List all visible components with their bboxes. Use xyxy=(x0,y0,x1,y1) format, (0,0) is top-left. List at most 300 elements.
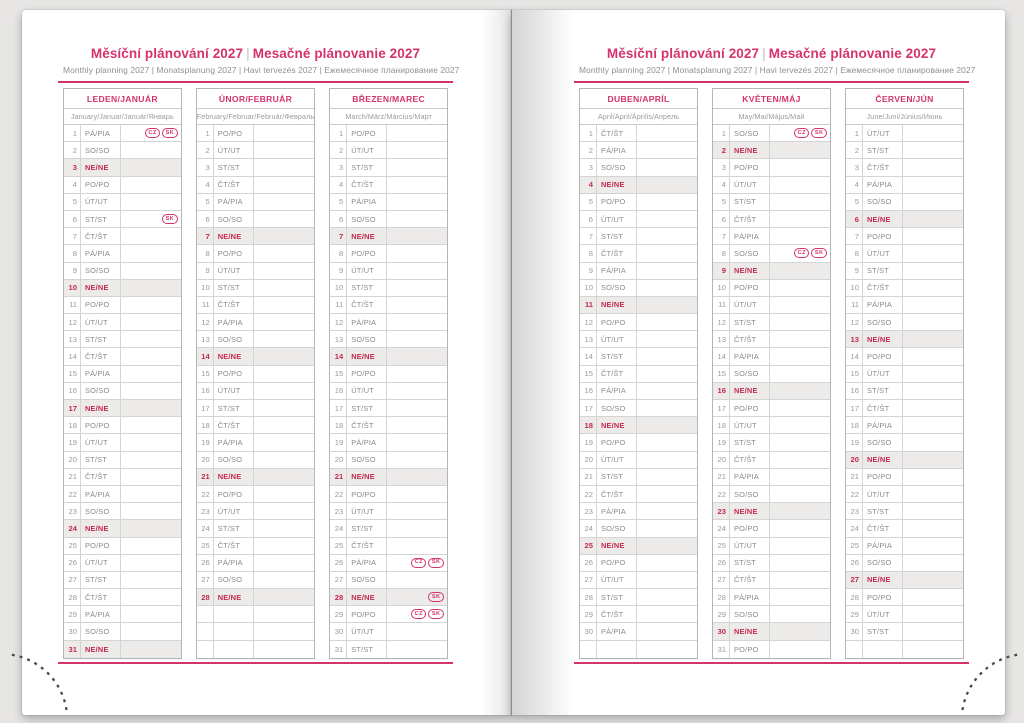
day-number xyxy=(846,641,863,658)
day-name: ČT/ŠT xyxy=(730,211,770,227)
day-row xyxy=(330,417,447,434)
day-name: PÁ/PIA xyxy=(730,348,770,364)
day-name: ST/ST xyxy=(863,142,903,158)
day-number: 15 xyxy=(846,366,863,382)
empty-row xyxy=(197,606,315,623)
day-row xyxy=(197,348,315,365)
day-row xyxy=(64,400,181,417)
notes-cell xyxy=(903,589,963,605)
day-name: ČT/ŠT xyxy=(214,297,254,313)
notes-cell xyxy=(770,572,830,588)
day-name: NE/NE xyxy=(347,589,387,605)
page-title-czech: Měsíční plánování 2027 xyxy=(90,46,244,61)
notes-cell xyxy=(121,142,181,158)
day-name: PO/PO xyxy=(863,469,903,485)
notes-cell xyxy=(387,159,447,175)
day-number: 13 xyxy=(197,331,214,347)
day-name xyxy=(214,606,254,622)
day-name: ČT/ŠT xyxy=(597,606,637,622)
day-name: SO/SO xyxy=(730,245,770,261)
notes-cell xyxy=(121,434,181,450)
notes-cell xyxy=(121,589,181,605)
day-name: NE/NE xyxy=(81,520,121,536)
notes-cell xyxy=(903,366,963,382)
notes-cell xyxy=(254,469,315,485)
day-row xyxy=(330,572,447,589)
day-number: 22 xyxy=(846,486,863,502)
day-row xyxy=(197,314,315,331)
notes-cell xyxy=(387,297,447,313)
day-name: SO/SO xyxy=(81,383,121,399)
day-number: 2 xyxy=(580,142,597,158)
notes-cell xyxy=(121,211,181,227)
day-number: 16 xyxy=(846,383,863,399)
day-number: 8 xyxy=(197,245,214,261)
day-row xyxy=(330,589,447,606)
day-row xyxy=(330,245,447,262)
day-row xyxy=(330,297,447,314)
day-row xyxy=(197,555,315,572)
day-name: PÁ/PIA xyxy=(214,194,254,210)
day-name: ÚT/UT xyxy=(214,383,254,399)
notes-cell xyxy=(770,125,830,141)
day-name: NE/NE xyxy=(81,280,121,296)
day-number: 28 xyxy=(580,589,597,605)
day-row xyxy=(580,606,697,623)
notes-cell xyxy=(121,159,181,175)
notes-cell xyxy=(637,572,697,588)
day-row xyxy=(197,280,315,297)
day-name: PO/PO xyxy=(730,520,770,536)
day-row xyxy=(197,159,315,176)
day-row xyxy=(330,142,447,159)
day-number: 9 xyxy=(197,263,214,279)
day-number: 25 xyxy=(330,538,347,554)
day-number: 3 xyxy=(713,159,730,175)
notes-cell xyxy=(254,348,315,364)
day-row xyxy=(580,503,697,520)
notes-cell xyxy=(770,434,830,450)
notes-cell xyxy=(637,400,697,416)
day-row xyxy=(64,555,181,572)
month-languages: March/März/Március/Март xyxy=(330,109,447,125)
day-name: PÁ/PIA xyxy=(863,297,903,313)
day-row xyxy=(580,348,697,365)
day-row xyxy=(330,555,447,572)
day-row xyxy=(330,125,447,142)
notes-cell xyxy=(637,366,697,382)
day-number: 28 xyxy=(64,589,81,605)
day-name: NE/NE xyxy=(863,572,903,588)
day-row xyxy=(330,211,447,228)
day-name: SO/SO xyxy=(214,452,254,468)
day-number: 12 xyxy=(197,314,214,330)
day-row xyxy=(64,194,181,211)
day-row xyxy=(330,606,447,623)
day-number: 7 xyxy=(64,228,81,244)
day-number: 19 xyxy=(846,434,863,450)
day-row xyxy=(713,263,830,280)
day-name: PO/PO xyxy=(347,606,387,622)
notes-cell xyxy=(903,297,963,313)
months-right xyxy=(579,88,964,659)
day-name: PO/PO xyxy=(81,297,121,313)
day-number: 21 xyxy=(197,469,214,485)
holiday-badge-cz: CZ xyxy=(411,609,426,619)
notes-cell xyxy=(387,606,447,622)
day-row xyxy=(846,142,963,159)
notes-cell xyxy=(903,245,963,261)
day-number: 28 xyxy=(846,589,863,605)
day-number: 10 xyxy=(846,280,863,296)
day-name: PO/PO xyxy=(214,366,254,382)
day-number: 18 xyxy=(197,417,214,433)
day-name: ČT/ŠT xyxy=(81,348,121,364)
empty-row xyxy=(580,641,697,658)
day-name: ČT/ŠT xyxy=(81,228,121,244)
day-number: 2 xyxy=(330,142,347,158)
day-name: PÁ/PIA xyxy=(597,263,637,279)
day-name: SO/SO xyxy=(597,159,637,175)
day-number: 11 xyxy=(580,297,597,313)
day-name: ST/ST xyxy=(347,400,387,416)
notes-cell xyxy=(254,538,315,554)
day-row xyxy=(580,589,697,606)
holiday-badge-sk: SK xyxy=(428,609,444,619)
day-number: 20 xyxy=(330,452,347,468)
day-name: ST/ST xyxy=(730,194,770,210)
notes-cell xyxy=(387,538,447,554)
day-row xyxy=(580,125,697,142)
day-row xyxy=(330,400,447,417)
notes-cell xyxy=(121,228,181,244)
day-number: 16 xyxy=(713,383,730,399)
day-name: ÚT/UT xyxy=(347,383,387,399)
day-row xyxy=(846,623,963,640)
day-row xyxy=(330,194,447,211)
day-row xyxy=(580,211,697,228)
day-number: 20 xyxy=(713,452,730,468)
day-name: ÚT/UT xyxy=(730,417,770,433)
holiday-badge-sk: SK xyxy=(162,214,178,224)
day-name: PÁ/PIA xyxy=(81,486,121,502)
page-left xyxy=(22,10,511,715)
day-name: SO/SO xyxy=(81,503,121,519)
notes-cell xyxy=(254,417,315,433)
notes-cell xyxy=(637,555,697,571)
day-name: PO/PO xyxy=(597,314,637,330)
day-row xyxy=(713,125,830,142)
day-number: 6 xyxy=(713,211,730,227)
day-number: 26 xyxy=(580,555,597,571)
day-number: 18 xyxy=(64,417,81,433)
day-number: 21 xyxy=(64,469,81,485)
day-number: 25 xyxy=(580,538,597,554)
day-row xyxy=(64,366,181,383)
notes-cell xyxy=(387,486,447,502)
day-row xyxy=(64,331,181,348)
day-number: 5 xyxy=(197,194,214,210)
day-name: ČT/ŠT xyxy=(347,297,387,313)
notes-cell xyxy=(903,623,963,639)
day-number: 25 xyxy=(713,538,730,554)
day-number xyxy=(580,641,597,658)
day-row xyxy=(64,417,181,434)
day-row xyxy=(713,177,830,194)
day-row xyxy=(197,589,315,606)
page-left-content xyxy=(63,10,460,664)
day-number: 28 xyxy=(330,589,347,605)
day-name: NE/NE xyxy=(347,228,387,244)
day-number: 15 xyxy=(713,366,730,382)
notes-cell xyxy=(254,572,315,588)
notes-cell xyxy=(254,400,315,416)
day-name: NE/NE xyxy=(597,297,637,313)
months-left xyxy=(63,88,448,659)
day-row xyxy=(713,366,830,383)
notes-cell xyxy=(770,503,830,519)
day-name: NE/NE xyxy=(863,331,903,347)
notes-cell xyxy=(770,623,830,639)
notes-cell xyxy=(637,348,697,364)
day-number: 12 xyxy=(64,314,81,330)
day-row xyxy=(580,314,697,331)
notes-cell xyxy=(903,606,963,622)
notes-cell xyxy=(903,228,963,244)
notes-cell xyxy=(121,417,181,433)
day-number: 15 xyxy=(197,366,214,382)
month-languages: April/April/Április/Апрель xyxy=(580,109,697,125)
notes-cell xyxy=(121,297,181,313)
day-name: PO/PO xyxy=(347,245,387,261)
day-row xyxy=(64,503,181,520)
notes-cell xyxy=(254,555,315,571)
day-name: ST/ST xyxy=(347,641,387,658)
day-number: 19 xyxy=(64,434,81,450)
notes-cell xyxy=(637,452,697,468)
day-row xyxy=(846,486,963,503)
day-row xyxy=(713,280,830,297)
notes-cell xyxy=(770,400,830,416)
day-number: 11 xyxy=(713,297,730,313)
page-right-content xyxy=(579,10,976,664)
day-number: 29 xyxy=(330,606,347,622)
notes-cell xyxy=(903,486,963,502)
day-row xyxy=(580,469,697,486)
day-row xyxy=(846,280,963,297)
day-number: 7 xyxy=(330,228,347,244)
notes-cell xyxy=(254,245,315,261)
day-number: 17 xyxy=(197,400,214,416)
day-row xyxy=(713,142,830,159)
day-name: ST/ST xyxy=(863,263,903,279)
day-row xyxy=(846,314,963,331)
day-name: ST/ST xyxy=(730,555,770,571)
notes-cell xyxy=(637,211,697,227)
day-name: ÚT/UT xyxy=(597,452,637,468)
day-row xyxy=(580,434,697,451)
day-number: 24 xyxy=(330,520,347,536)
day-number: 13 xyxy=(580,331,597,347)
day-name: PO/PO xyxy=(863,589,903,605)
day-name: PÁ/PIA xyxy=(347,314,387,330)
notes-cell xyxy=(254,452,315,468)
day-row xyxy=(580,331,697,348)
day-name: ÚT/UT xyxy=(347,503,387,519)
day-number: 13 xyxy=(846,331,863,347)
day-number: 16 xyxy=(197,383,214,399)
notes-cell xyxy=(387,400,447,416)
notes-cell xyxy=(387,383,447,399)
day-name: ČT/ŠT xyxy=(214,417,254,433)
notes-cell xyxy=(254,434,315,450)
day-number: 22 xyxy=(580,486,597,502)
notes-cell xyxy=(637,538,697,554)
day-number: 21 xyxy=(846,469,863,485)
notes-cell xyxy=(637,297,697,313)
day-name: SO/SO xyxy=(214,572,254,588)
day-name: PO/PO xyxy=(730,400,770,416)
holiday-badge-cz: CZ xyxy=(794,248,809,258)
day-name: ČT/ŠT xyxy=(81,589,121,605)
day-row xyxy=(846,400,963,417)
day-row xyxy=(846,263,963,280)
day-row xyxy=(330,434,447,451)
day-number: 1 xyxy=(846,125,863,141)
notes-cell xyxy=(254,297,315,313)
day-number: 11 xyxy=(197,297,214,313)
notes-cell xyxy=(121,348,181,364)
day-name: PO/PO xyxy=(863,348,903,364)
day-name: PÁ/PIA xyxy=(597,383,637,399)
day-number: 17 xyxy=(64,400,81,416)
empty-row xyxy=(197,641,315,658)
notes-cell xyxy=(121,520,181,536)
day-number: 30 xyxy=(64,623,81,639)
notes-cell xyxy=(254,142,315,158)
notes-cell xyxy=(121,452,181,468)
notes-cell xyxy=(637,331,697,347)
notes-cell xyxy=(387,331,447,347)
day-number: 20 xyxy=(197,452,214,468)
day-number: 5 xyxy=(580,194,597,210)
day-number: 15 xyxy=(580,366,597,382)
day-row xyxy=(197,228,315,245)
notes-cell xyxy=(121,572,181,588)
day-row xyxy=(580,245,697,262)
day-number: 26 xyxy=(713,555,730,571)
notes-cell xyxy=(254,331,315,347)
day-number: 8 xyxy=(64,245,81,261)
notes-cell xyxy=(770,366,830,382)
notes-cell xyxy=(254,623,315,639)
day-name: ST/ST xyxy=(81,211,121,227)
day-row xyxy=(197,538,315,555)
day-row xyxy=(580,142,697,159)
day-name: ÚT/UT xyxy=(730,177,770,193)
day-name: SO/SO xyxy=(347,452,387,468)
day-row xyxy=(64,297,181,314)
day-name xyxy=(214,623,254,639)
notes-cell xyxy=(770,228,830,244)
day-row xyxy=(846,572,963,589)
day-row xyxy=(197,245,315,262)
day-number: 31 xyxy=(713,641,730,658)
day-number: 20 xyxy=(64,452,81,468)
day-number: 1 xyxy=(713,125,730,141)
day-row xyxy=(580,572,697,589)
day-name: PÁ/PIA xyxy=(730,589,770,605)
day-row xyxy=(580,452,697,469)
day-name: ČT/ŠT xyxy=(214,177,254,193)
day-name: PO/PO xyxy=(81,538,121,554)
notes-cell xyxy=(903,263,963,279)
day-number: 28 xyxy=(197,589,214,605)
notes-cell xyxy=(903,211,963,227)
notes-cell xyxy=(903,280,963,296)
notes-cell xyxy=(637,280,697,296)
day-name: PO/PO xyxy=(214,486,254,502)
notes-cell xyxy=(387,452,447,468)
day-number: 3 xyxy=(197,159,214,175)
top-rule xyxy=(58,81,453,83)
day-number: 30 xyxy=(580,623,597,639)
day-name: SO/SO xyxy=(347,331,387,347)
day-name: ÚT/UT xyxy=(347,142,387,158)
notes-cell xyxy=(770,314,830,330)
day-row xyxy=(330,503,447,520)
day-row xyxy=(330,469,447,486)
day-number: 7 xyxy=(846,228,863,244)
day-row xyxy=(64,348,181,365)
holiday-badge-sk: SK xyxy=(811,248,827,258)
notes-cell xyxy=(903,331,963,347)
day-number: 12 xyxy=(846,314,863,330)
day-name: PO/PO xyxy=(347,125,387,141)
day-name: PO/PO xyxy=(81,417,121,433)
day-name: SO/SO xyxy=(863,434,903,450)
day-name: ČT/ŠT xyxy=(863,159,903,175)
day-number: 17 xyxy=(330,400,347,416)
day-row xyxy=(330,159,447,176)
notes-cell xyxy=(254,520,315,536)
day-row xyxy=(197,572,315,589)
day-name: PO/PO xyxy=(597,434,637,450)
day-number xyxy=(197,606,214,622)
day-name: ČT/ŠT xyxy=(347,417,387,433)
day-number: 9 xyxy=(846,263,863,279)
day-number: 24 xyxy=(846,520,863,536)
day-name: SO/SO xyxy=(597,520,637,536)
day-name: ÚT/UT xyxy=(597,572,637,588)
page-title-slovak: Mesačné plánovanie 2027 xyxy=(252,46,421,61)
day-name: PÁ/PIA xyxy=(597,623,637,639)
day-name: ST/ST xyxy=(347,280,387,296)
day-name: PO/PO xyxy=(214,245,254,261)
day-number: 19 xyxy=(580,434,597,450)
notes-cell xyxy=(770,263,830,279)
day-number: 4 xyxy=(64,177,81,193)
notes-cell xyxy=(121,486,181,502)
day-row xyxy=(713,211,830,228)
notes-cell xyxy=(121,125,181,141)
notes-cell xyxy=(903,348,963,364)
day-row xyxy=(713,434,830,451)
day-row xyxy=(846,159,963,176)
day-number: 28 xyxy=(713,589,730,605)
day-name: ÚT/UT xyxy=(730,538,770,554)
day-number: 9 xyxy=(330,263,347,279)
